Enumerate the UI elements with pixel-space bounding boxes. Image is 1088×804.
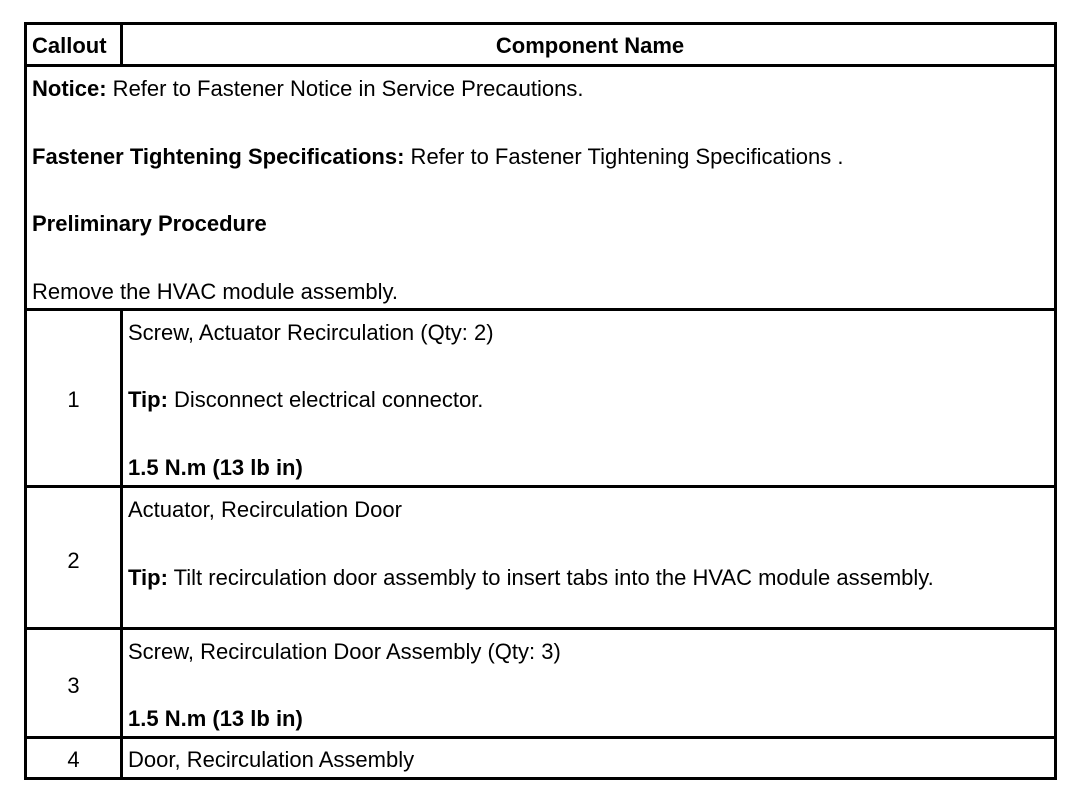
spec-line [32, 144, 843, 170]
row-1-torque: 1.5 N.m (13 lb in) [128, 455, 303, 480]
notice-line [32, 76, 583, 102]
row-2-tip-label: Tip: [128, 565, 168, 590]
divider-header [27, 64, 1054, 67]
spec-label: Fastener Tightening Specifications: [32, 144, 405, 169]
header-component-name: Component Name [495, 33, 685, 58]
component-table [24, 22, 1057, 780]
spec-text: Refer to Fastener Tightening Specifications . [404, 144, 844, 169]
row-2-name: Actuator, Recirculation Door [128, 497, 402, 522]
row-4-name: Door, Recirculation Assembly [128, 747, 415, 772]
preliminary-step: Remove the HVAC module assembly. [32, 279, 398, 304]
row-1-tip-label: Tip: [128, 387, 168, 412]
divider-row-1 [27, 485, 1054, 488]
preliminary-procedure-heading: Preliminary Procedure [32, 211, 267, 236]
header-divider [120, 25, 123, 65]
divider-row-3 [27, 736, 1054, 739]
rows-divider [120, 308, 123, 777]
row-1-name: Screw, Actuator Recirculation (Qty: 2) [128, 320, 494, 345]
row-3-torque: 1.5 N.m (13 lb in) [128, 706, 303, 731]
row-3-name: Screw, Recirculation Door Assembly (Qty: 3) [128, 639, 561, 664]
callout-4: 4 [67, 747, 80, 772]
callout-1: 1 [67, 387, 80, 412]
notice-text: Refer to Fastener Notice in Service Precautions. [106, 76, 584, 101]
callout-3: 3 [67, 673, 80, 698]
header-callout: Callout [32, 33, 107, 58]
divider-notice [27, 308, 1054, 311]
divider-row-2 [27, 627, 1054, 630]
notice-label: Notice: [32, 76, 107, 101]
row-2-tip [128, 565, 934, 591]
row-2-tip-text: Tilt recirculation door assembly to insert tabs into the HVAC module assembly. [167, 565, 934, 590]
row-1-tip-text: Disconnect electrical connector. [167, 387, 484, 412]
row-1-tip [128, 387, 483, 413]
callout-2: 2 [67, 548, 80, 573]
